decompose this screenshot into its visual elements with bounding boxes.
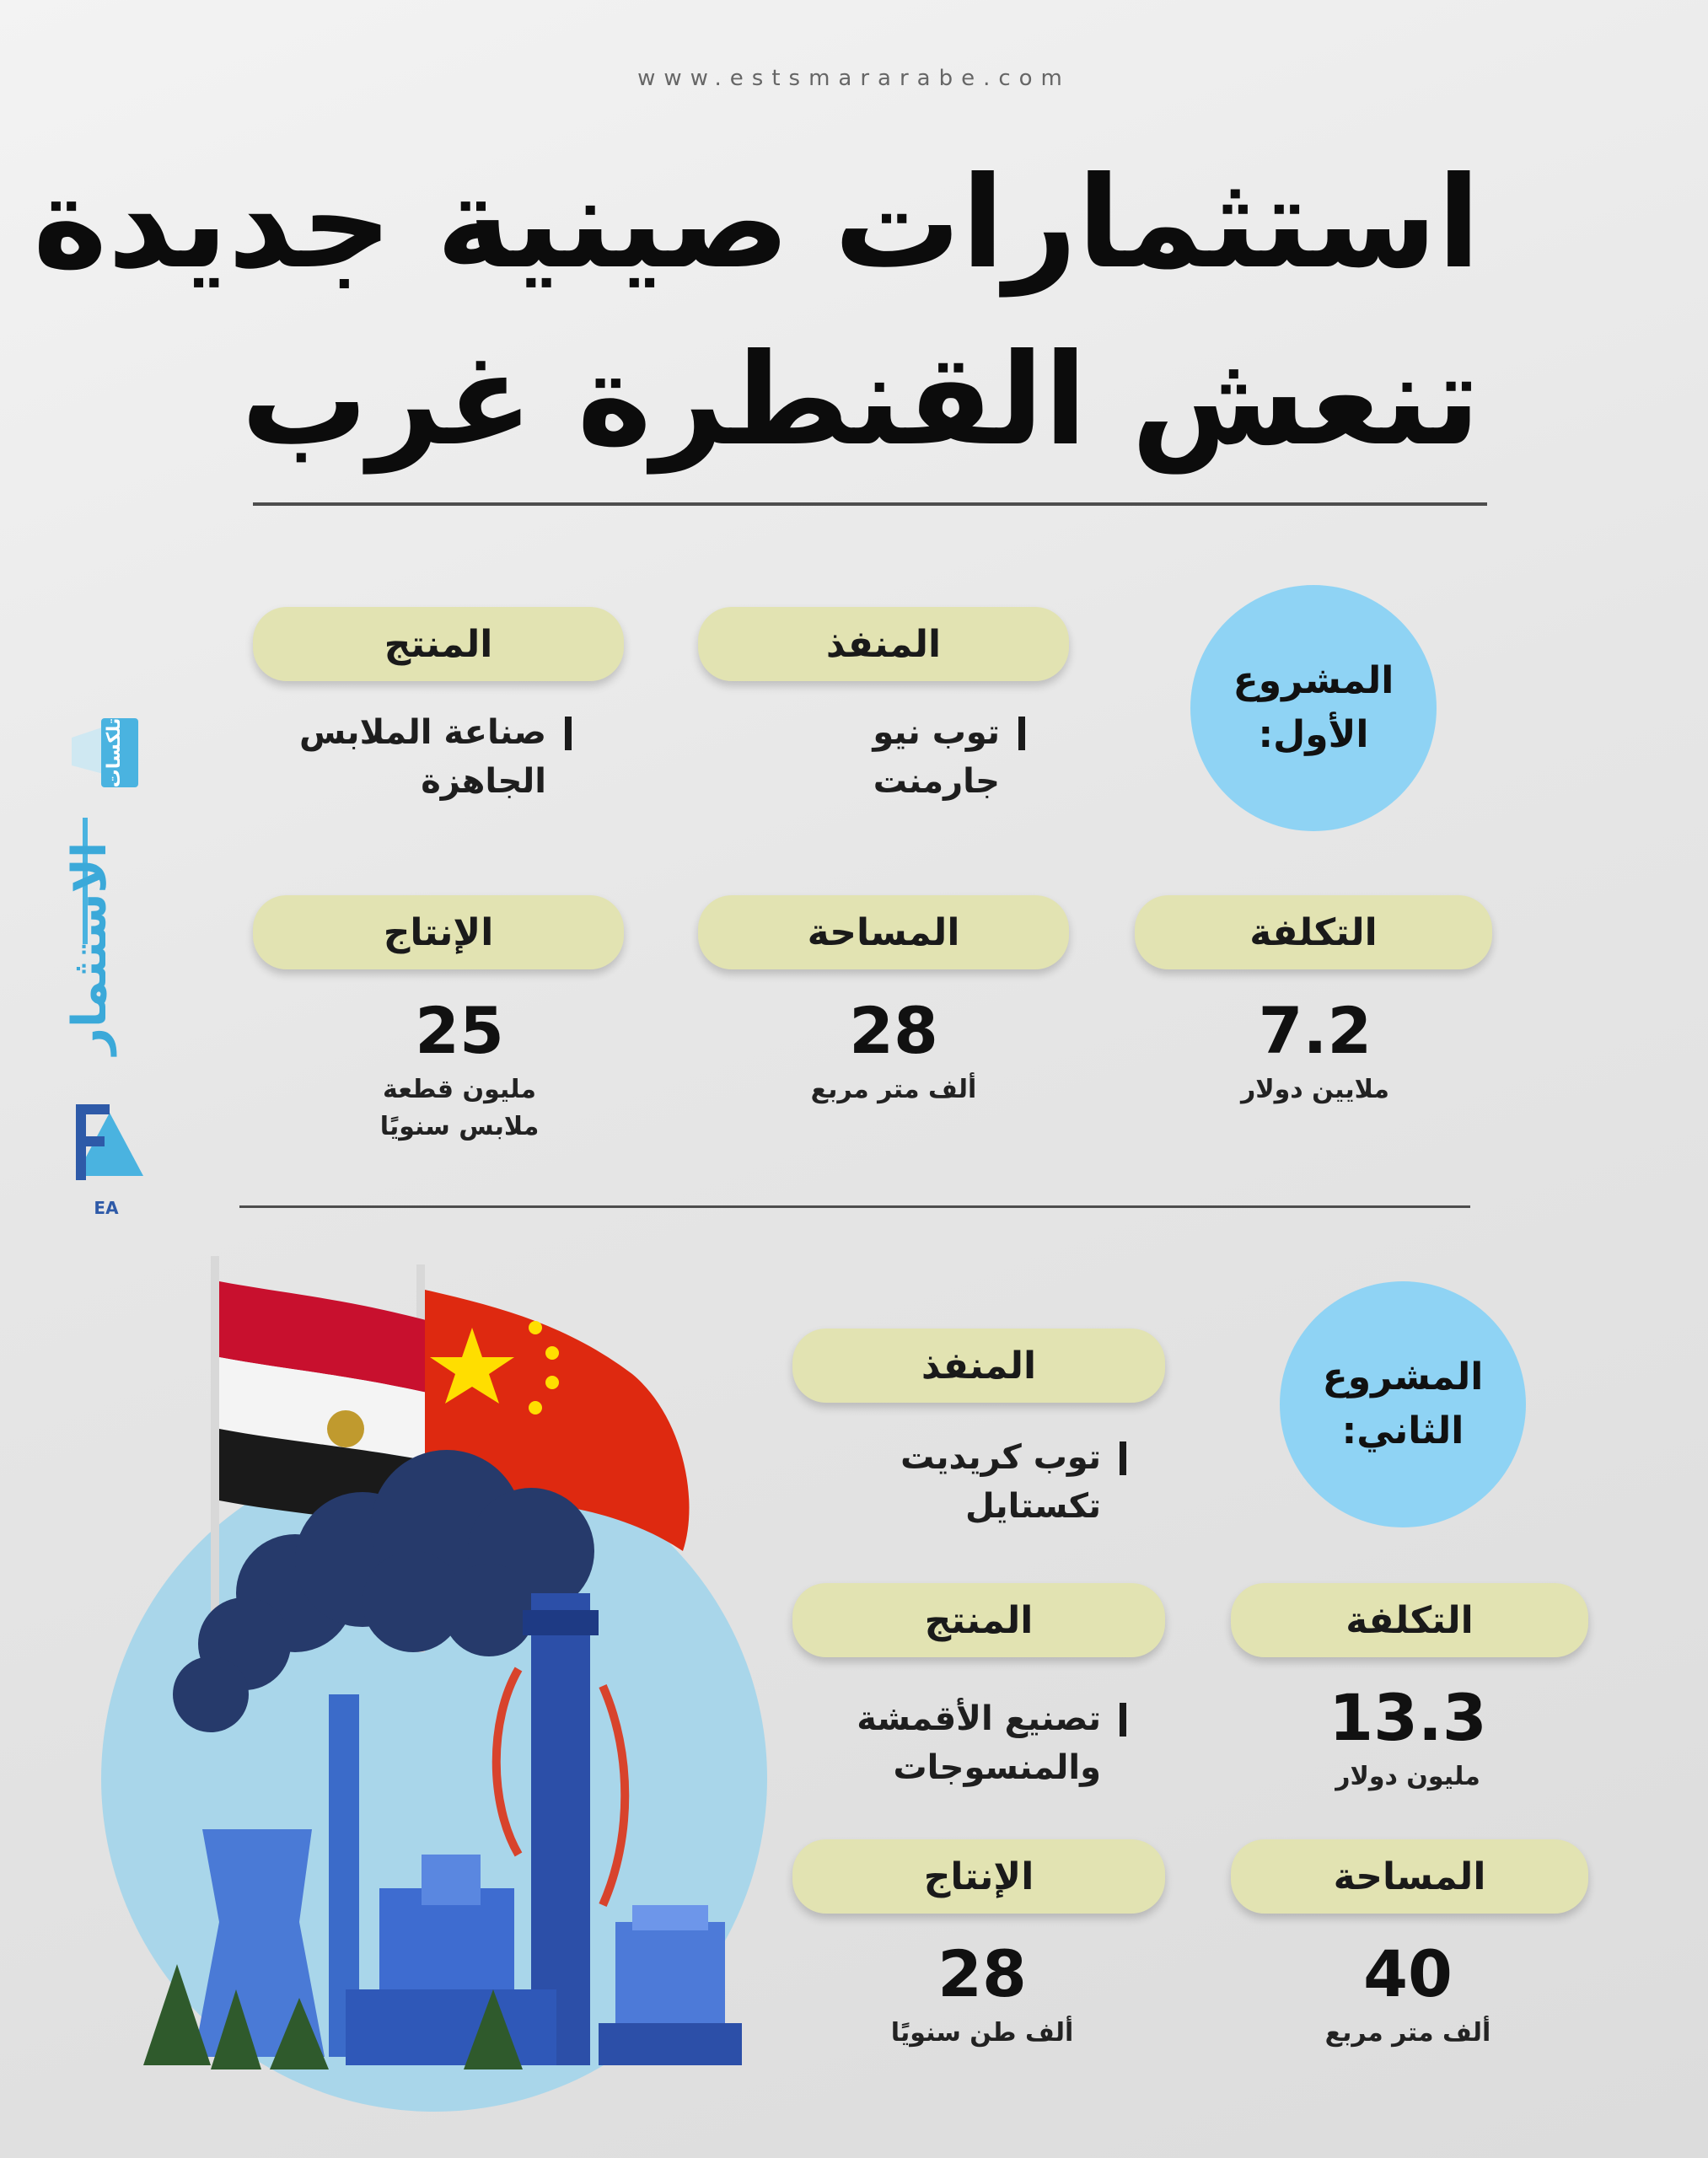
project1-label-line1: المشروع [1233,659,1394,703]
project2-product-line1: تصنيع الأقمشة [857,1699,1101,1738]
project1-area-pill: المساحة [698,895,1069,969]
project2-cost-unit: مليون دولار [1335,1762,1480,1791]
logo-ea-icon [76,1104,143,1218]
logo-telexat-text: تلكسات [104,717,125,788]
project2-area-value: 40 [1363,1936,1453,2011]
project2-cost-block [1290,1680,1526,1796]
project2-cost-pill: التكلفة [1231,1583,1588,1657]
project2-product-value [857,1694,1126,1792]
project1-cost-pill: التكلفة [1135,895,1492,969]
divider-top [253,502,1487,506]
logo-telexat-icon [72,718,138,788]
project2-product-bullet [1120,1703,1126,1737]
project1-production-unit2: ملابس سنويًا [379,1112,540,1141]
project1-executor-line1: توب نيو [873,713,1000,752]
project1-production-value: 25 [415,993,504,1068]
project1-area-block [776,993,1012,1109]
project1-product-line2: الجاهزة [421,762,546,801]
project2-production-pill: الإنتاج [792,1839,1165,1914]
project1-cost-value: 7.2 [1258,993,1372,1068]
project2-executor-line1: توب كريديت [900,1438,1101,1477]
project2-cost-value: 13.3 [1329,1680,1487,1755]
project1-product-bullet [565,717,572,750]
project1-production-pill: الإنتاج [253,895,624,969]
project1-executor-line2: جارمنت [873,762,1000,801]
project2-label-line2: الثاني: [1341,1409,1464,1452]
project1-area-value: 28 [849,993,938,1068]
headline-line-1: استثمارات صينية جديدة [32,150,1480,297]
project1-label-circle [1190,585,1437,831]
project2-production-unit: ألف طن سنويًا [890,2018,1074,2048]
project1-label-line2: الأول: [1258,713,1369,756]
project1-product-pill: المنتج [253,607,624,681]
project2-executor-bullet [1120,1441,1126,1475]
factory-flags-illustration [93,1248,784,2141]
divider-middle [239,1205,1470,1208]
project1-production-block [337,993,582,1146]
project2-area-pill: المساحة [1231,1839,1588,1914]
project1-product-line1: صناعة الملابس [299,713,546,752]
side-brand-strip [67,708,143,1231]
project2-executor-value [900,1433,1126,1531]
project2-area-unit: ألف متر مربع [1324,2018,1491,2048]
project2-executor-line2: تكستايل [964,1487,1101,1526]
flag-pole-egypt-icon [211,1256,219,1644]
project2-label-line1: المشروع [1322,1355,1484,1399]
project1-cost-unit: ملايين دولار [1241,1075,1389,1104]
project2-area-block [1290,1936,1526,2052]
project2-product-line2: والمنسوجات [893,1748,1101,1787]
project1-production-unit1: مليون قطعة [383,1075,536,1104]
logo-ea-text: EA [94,1198,119,1218]
headline-line-2: تنعش القنطرة غرب [240,327,1480,474]
project1-executor-value [873,708,1025,806]
project1-product-value [299,708,572,806]
project2-label-circle [1280,1281,1526,1527]
site-url: www.estsmararabe.com [637,66,1071,91]
project1-cost-block [1197,993,1433,1109]
project2-production-block [864,1936,1100,2052]
project2-executor-pill: المنفذ [792,1329,1165,1403]
project1-area-unit: ألف متر مربع [810,1075,977,1104]
project2-production-value: 28 [937,1936,1027,2011]
project2-product-pill: المنتج [792,1583,1165,1657]
project1-executor-pill: المنفذ [698,607,1069,681]
logo-alestethmar-icon [67,818,117,1057]
project1-executor-bullet [1018,717,1025,750]
logo-alestethmar-text: الاستثمار [67,841,117,1055]
